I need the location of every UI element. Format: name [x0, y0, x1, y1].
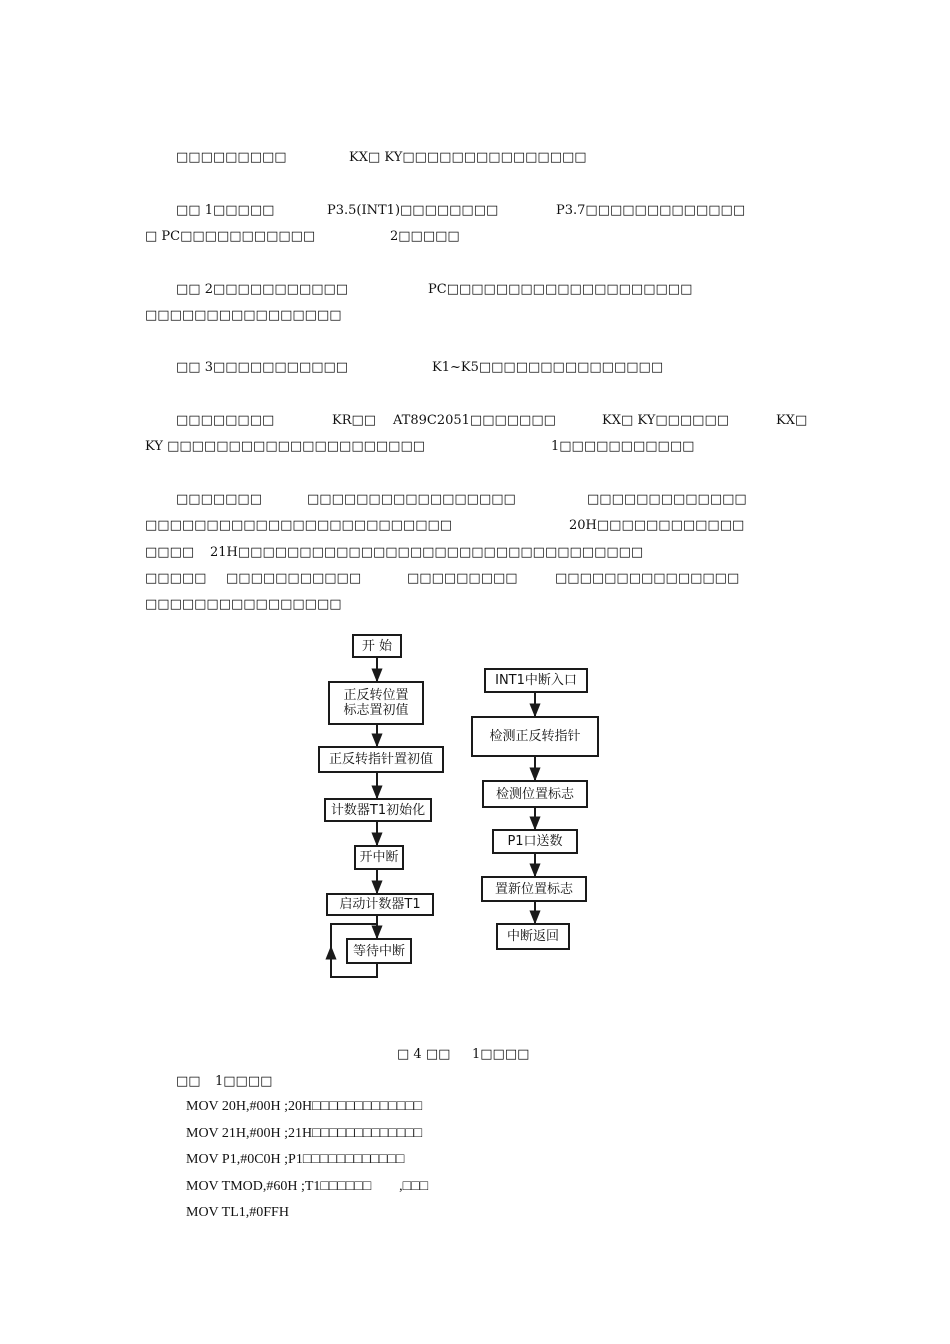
flow-node-init-counter: 计数器T1初始化	[324, 798, 432, 822]
code-line-1: MOV 20H,#00H ;20H□□□□□□□□□□□□□	[186, 1099, 423, 1114]
code-line-4: MOV TMOD,#60H ;T1□□□□□□ ,□□□	[186, 1179, 429, 1194]
text-segment: □□□□□□□□□□□□□	[587, 492, 747, 507]
flow-node-init-position-flag	[328, 681, 424, 725]
flow-node-start-counter: 启动计数器T1	[326, 893, 434, 916]
text-segment: □□□□□□□□□□□□□□□□□	[307, 492, 516, 507]
code-line-3: MOV P1,#0C0H ;P1□□□□□□□□□□□□	[186, 1152, 405, 1167]
text-segment: □□□□□□□□	[176, 413, 275, 428]
text-segment: KX□ KY□□□□□□	[602, 413, 730, 428]
text-segment: P3.7□□□□□□□□□□□□□	[556, 203, 746, 218]
text-segment: K1~K5□□□□□□□□□□□□□□□	[432, 360, 664, 375]
text-segment: □□□□	[145, 545, 195, 560]
text-segment: 20H□□□□□□□□□□□□	[569, 518, 745, 533]
text-segment: □□□□□□□□□	[176, 150, 287, 165]
code-line-5: MOV TL1,#0FFH	[186, 1205, 289, 1220]
text-segment: □□ 2□□□□□□□□□□□	[176, 282, 349, 297]
text-segment: □□□□□□□□□□□□□□□□□□□□□□□□□	[145, 518, 453, 533]
flow-node-text-line: 正反转位置	[343, 688, 409, 703]
text-segment: □□□□□□□□□□□□□□□□	[145, 308, 342, 323]
flow-node-start: 开 始	[352, 634, 402, 658]
figure-caption-left: □ 4 □□	[397, 1047, 451, 1062]
code-line-2: MOV 21H,#00H ;21H□□□□□□□□□□□□□	[186, 1126, 423, 1141]
flow-node-check-direction: 检测正反转指针	[471, 716, 599, 757]
text-segment: □□□□□□□□□□□□□□□	[555, 571, 740, 586]
text-segment: 1□□□□□□□□□□□	[551, 439, 695, 454]
program-heading-left: □□	[176, 1074, 201, 1089]
text-segment: □□□□□□□□□	[407, 571, 518, 586]
flow-node-enable-interrupt: 开中断	[354, 845, 404, 870]
flow-node-text-line: 标志置初值	[343, 703, 409, 718]
flow-node-init-pointer: 正反转指针置初值	[318, 746, 444, 773]
text-segment: □□□□□□□□□□□	[226, 571, 362, 586]
text-segment: □□□□□□□□□□□□□□□□	[145, 597, 342, 612]
flow-node-interrupt-return: 中断返回	[496, 923, 570, 950]
text-segment: □□□□□	[145, 571, 207, 586]
figure-caption-right: 1□□□□	[472, 1047, 530, 1062]
text-segment: KX□ KY□□□□□□□□□□□□□□□	[349, 150, 587, 165]
text-segment: □□□□□□□	[176, 492, 262, 507]
text-segment: □□ 1□□□□□	[176, 203, 275, 218]
flow-node-check-position: 检测位置标志	[482, 780, 588, 808]
flow-node-p1-output: P1口送数	[492, 829, 578, 854]
text-segment: □□ 3□□□□□□□□□□□	[176, 360, 349, 375]
flow-node-wait-interrupt: 等待中断	[346, 938, 412, 964]
text-segment: PC□□□□□□□□□□□□□□□□□□□□	[428, 282, 693, 297]
text-segment: □ PC□□□□□□□□□□□	[145, 229, 316, 244]
text-segment: KY □□□□□□□□□□□□□□□□□□□□□	[145, 439, 426, 454]
text-segment: P3.5(INT1)□□□□□□□□	[327, 203, 499, 218]
text-segment: 2□□□□□	[390, 229, 460, 244]
text-segment: AT89C2051□□□□□□□	[393, 413, 556, 428]
flow-node-set-new-position: 置新位置标志	[481, 876, 587, 902]
text-segment: KX□	[776, 413, 808, 428]
program-heading-right: 1□□□□	[215, 1074, 273, 1089]
flow-node-int1-entry: INT1中断入口	[484, 668, 588, 693]
text-segment: 21H□□□□□□□□□□□□□□□□□□□□□□□□□□□□□□□□□	[210, 545, 644, 560]
text-segment: KR□□	[332, 413, 377, 428]
